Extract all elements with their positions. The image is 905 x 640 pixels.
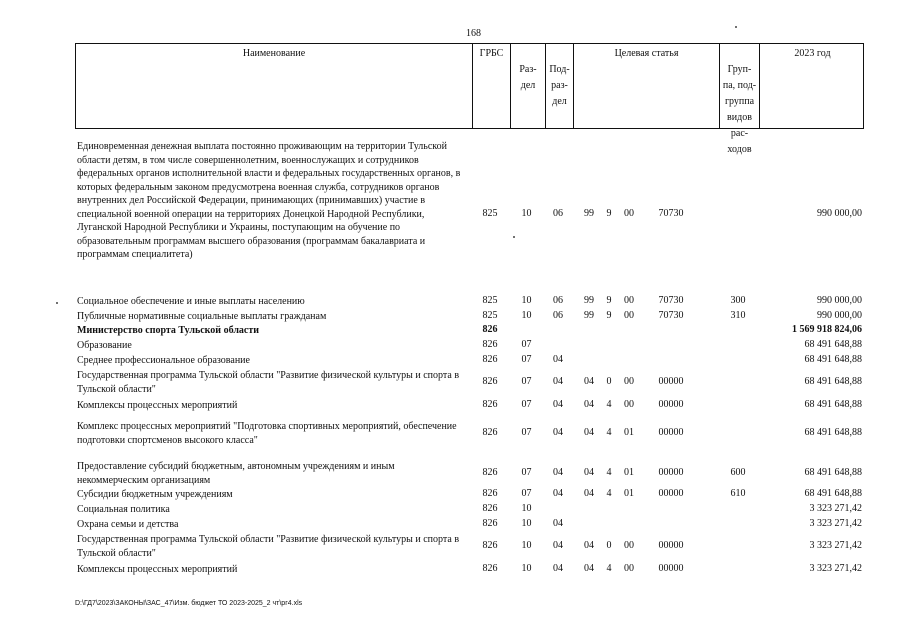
- row-p1: 04: [584, 376, 594, 387]
- row-p4: 00000: [658, 563, 684, 574]
- scan-speck: [735, 26, 737, 28]
- table-row: [75, 563, 864, 577]
- row-p1: 04: [584, 399, 594, 410]
- row-pr: 04: [553, 427, 563, 438]
- row-grbs: 826: [482, 324, 498, 335]
- header-year-label: 2023 год: [794, 48, 831, 59]
- row-rz: 07: [521, 339, 532, 350]
- row-name: Комплекс процессных мероприятий "Подготовка спортивных мероприятий, обеспечение подготовки спортсменов высокого класса": [77, 421, 457, 446]
- table-row: [75, 420, 864, 448]
- header-name-label: Наименование: [242, 48, 306, 59]
- row-amount: 68 491 648,88: [804, 467, 862, 478]
- row-amount: 68 491 648,88: [804, 399, 862, 410]
- row-p1: 99: [584, 208, 594, 219]
- row-pr: 04: [553, 354, 563, 365]
- header-podrazdel-label: Под- раз- дел: [549, 64, 570, 107]
- header-year: [759, 44, 865, 128]
- row-grbs: 826: [482, 563, 498, 574]
- row-p4: 70730: [658, 310, 684, 321]
- header-target-label: Целевая статья: [614, 48, 679, 59]
- row-amount: 990 000,00: [817, 208, 862, 219]
- row-rz: 07: [521, 376, 532, 387]
- row-p4: 00000: [658, 399, 684, 410]
- row-name: Социальное обеспечение и иные выплаты населению: [77, 296, 305, 307]
- row-pr: 04: [553, 467, 563, 478]
- header-grbs-label: ГРБС: [479, 48, 504, 59]
- row-name: Министерство спорта Тульской области: [77, 325, 260, 336]
- header-razdel: [510, 44, 545, 128]
- row-name: Государственная программа Тульской области "Развитие физической культуры и спорта в Тульской области": [77, 370, 460, 395]
- table-row: [75, 354, 864, 368]
- row-p3: 00: [624, 208, 634, 219]
- row-p2: 4: [606, 427, 612, 438]
- table-row: [75, 140, 864, 290]
- scan-speck: [56, 302, 58, 304]
- row-p3: 01: [624, 467, 634, 478]
- row-p3: 01: [624, 488, 634, 499]
- row-pr: 04: [553, 563, 563, 574]
- row-name: Охрана семьи и детства: [77, 519, 179, 530]
- row-amount: 3 323 271,42: [809, 518, 862, 529]
- row-p3: 00: [624, 540, 634, 551]
- header-expense-group: [719, 44, 759, 155]
- header-podrazdel: [545, 44, 573, 128]
- row-grbs: 825: [482, 208, 498, 219]
- row-p2: 9: [606, 208, 612, 219]
- row-vr: 600: [730, 467, 746, 478]
- row-rz: 10: [521, 295, 532, 306]
- row-p3: 00: [624, 399, 634, 410]
- row-amount: 68 491 648,88: [804, 427, 862, 438]
- row-grbs: 826: [482, 399, 498, 410]
- row-grbs: 826: [482, 503, 498, 514]
- row-p1: 04: [584, 488, 594, 499]
- header-target-article: [573, 44, 719, 128]
- row-pr: 06: [553, 295, 563, 306]
- row-amount: 990 000,00: [817, 310, 862, 321]
- row-pr: 04: [553, 399, 563, 410]
- row-p1: 04: [584, 563, 594, 574]
- row-pr: 04: [553, 540, 563, 551]
- table-row: [75, 324, 864, 338]
- row-p1: 04: [584, 427, 594, 438]
- row-vr: 310: [730, 310, 746, 321]
- row-p4: 00000: [658, 376, 684, 387]
- row-rz: 10: [521, 208, 532, 219]
- row-amount: 3 323 271,42: [809, 540, 862, 551]
- row-p2: 0: [606, 540, 612, 551]
- file-path-footer: D:\ГД7\2023\ЗАКОНЫ\ЗАС_47\Изм. бюджет ТО 2023-2025_2 чт\рг4.xls: [75, 600, 303, 607]
- row-name: Социальная политика: [77, 504, 170, 515]
- row-amount: 3 323 271,42: [809, 503, 862, 514]
- row-rz: 10: [521, 540, 532, 551]
- row-grbs: 826: [482, 376, 498, 387]
- table-row: [75, 533, 864, 561]
- row-amount: 68 491 648,88: [804, 354, 862, 365]
- table-row: [75, 518, 864, 532]
- row-rz: 10: [521, 503, 532, 514]
- row-pr: 04: [553, 488, 563, 499]
- row-rz: 10: [521, 310, 532, 321]
- row-pr: 04: [553, 376, 563, 387]
- row-name: Субсидии бюджетным учреждениям: [77, 489, 233, 500]
- row-pr: 06: [553, 310, 563, 321]
- row-p2: 0: [606, 376, 612, 387]
- row-name: Публичные нормативные социальные выплаты гражданам: [77, 311, 327, 322]
- row-p4: 00000: [658, 467, 684, 478]
- row-p2: 9: [606, 295, 612, 306]
- row-p1: 04: [584, 467, 594, 478]
- row-pr: 04: [553, 518, 563, 529]
- row-amount: 68 491 648,88: [804, 376, 862, 387]
- header-grbs: [472, 44, 510, 128]
- row-p1: 99: [584, 295, 594, 306]
- row-rz: 10: [521, 563, 532, 574]
- row-vr: 610: [730, 488, 746, 499]
- row-name: Государственная программа Тульской области "Развитие физической культуры и спорта в Тульской области": [77, 534, 460, 559]
- row-amount: 990 000,00: [817, 295, 862, 306]
- row-name: Предоставление субсидий бюджетным, автономным учреждениям и иным некоммерческим организациям: [77, 461, 395, 486]
- row-grbs: 826: [482, 339, 498, 350]
- row-name: Среднее профессиональное образование: [77, 355, 250, 366]
- row-p1: 04: [584, 540, 594, 551]
- row-p4: 00000: [658, 488, 684, 499]
- row-name: Комплексы процессных мероприятий: [77, 400, 238, 411]
- row-p3: 00: [624, 310, 634, 321]
- table-row: [75, 310, 864, 324]
- table-row: [75, 488, 864, 502]
- row-p2: 4: [606, 467, 612, 478]
- row-rz: 07: [521, 354, 532, 365]
- row-amount: 68 491 648,88: [804, 488, 862, 499]
- row-p1: 99: [584, 310, 594, 321]
- row-name: Единовременная денежная выплата постоянно проживающим на территории Тульской области детям, в том числе совершеннолетним, военнослужащих и сотрудников федеральных органов исполнительной власти и федеральных государственных органов, в которых федеральным законом предусмотрена военная служба, сотрудников органов внутренних дел Российской Федерации, принимающих (принимавших) участие в специальной военной операции на территориях Донецкой Народной Республики, Луганской Народной Республики и Украины, поступающим на обучение по образовательным программам высшего образования (программам бакалавриата и программам специалитета): [77, 141, 461, 260]
- row-grbs: 826: [482, 427, 498, 438]
- row-vr: 300: [730, 295, 746, 306]
- row-grbs: 825: [482, 310, 498, 321]
- row-p2: 4: [606, 488, 612, 499]
- row-grbs: 826: [482, 540, 498, 551]
- row-rz: 07: [521, 399, 532, 410]
- row-p2: 4: [606, 399, 612, 410]
- row-p4: 70730: [658, 208, 684, 219]
- row-grbs: 825: [482, 295, 498, 306]
- table-row: [75, 503, 864, 517]
- page-number: 168: [466, 28, 481, 39]
- row-grbs: 826: [482, 354, 498, 365]
- row-rz: 07: [521, 488, 532, 499]
- row-name: Образование: [77, 340, 132, 351]
- table-row: [75, 460, 864, 488]
- row-p3: 00: [624, 376, 634, 387]
- row-p3: 00: [624, 295, 634, 306]
- row-p4: 00000: [658, 540, 684, 551]
- table-row: [75, 339, 864, 353]
- row-p3: 01: [624, 427, 634, 438]
- row-name: Комплексы процессных мероприятий: [77, 564, 238, 575]
- row-p2: 9: [606, 310, 612, 321]
- header-razdel-label: Раз- дел: [519, 64, 537, 91]
- row-rz: 07: [521, 427, 532, 438]
- table-row: [75, 399, 864, 413]
- row-amount: 3 323 271,42: [809, 563, 862, 574]
- row-grbs: 826: [482, 467, 498, 478]
- table-row: [75, 295, 864, 309]
- row-rz: 10: [521, 518, 532, 529]
- row-pr: 06: [553, 208, 563, 219]
- row-p4: 00000: [658, 427, 684, 438]
- header-name: [76, 44, 472, 128]
- row-p4: 70730: [658, 295, 684, 306]
- row-grbs: 826: [482, 488, 498, 499]
- row-p2: 4: [606, 563, 612, 574]
- header-group-label: Груп- па, под- группа видов рас- ходов: [722, 64, 757, 155]
- row-p3: 00: [624, 563, 634, 574]
- table-row: [75, 369, 864, 397]
- row-amount: 68 491 648,88: [804, 339, 862, 350]
- row-grbs: 826: [482, 518, 498, 529]
- table-header: [75, 43, 864, 155]
- row-rz: 07: [521, 467, 532, 478]
- row-amount: 1 569 918 824,06: [792, 324, 862, 335]
